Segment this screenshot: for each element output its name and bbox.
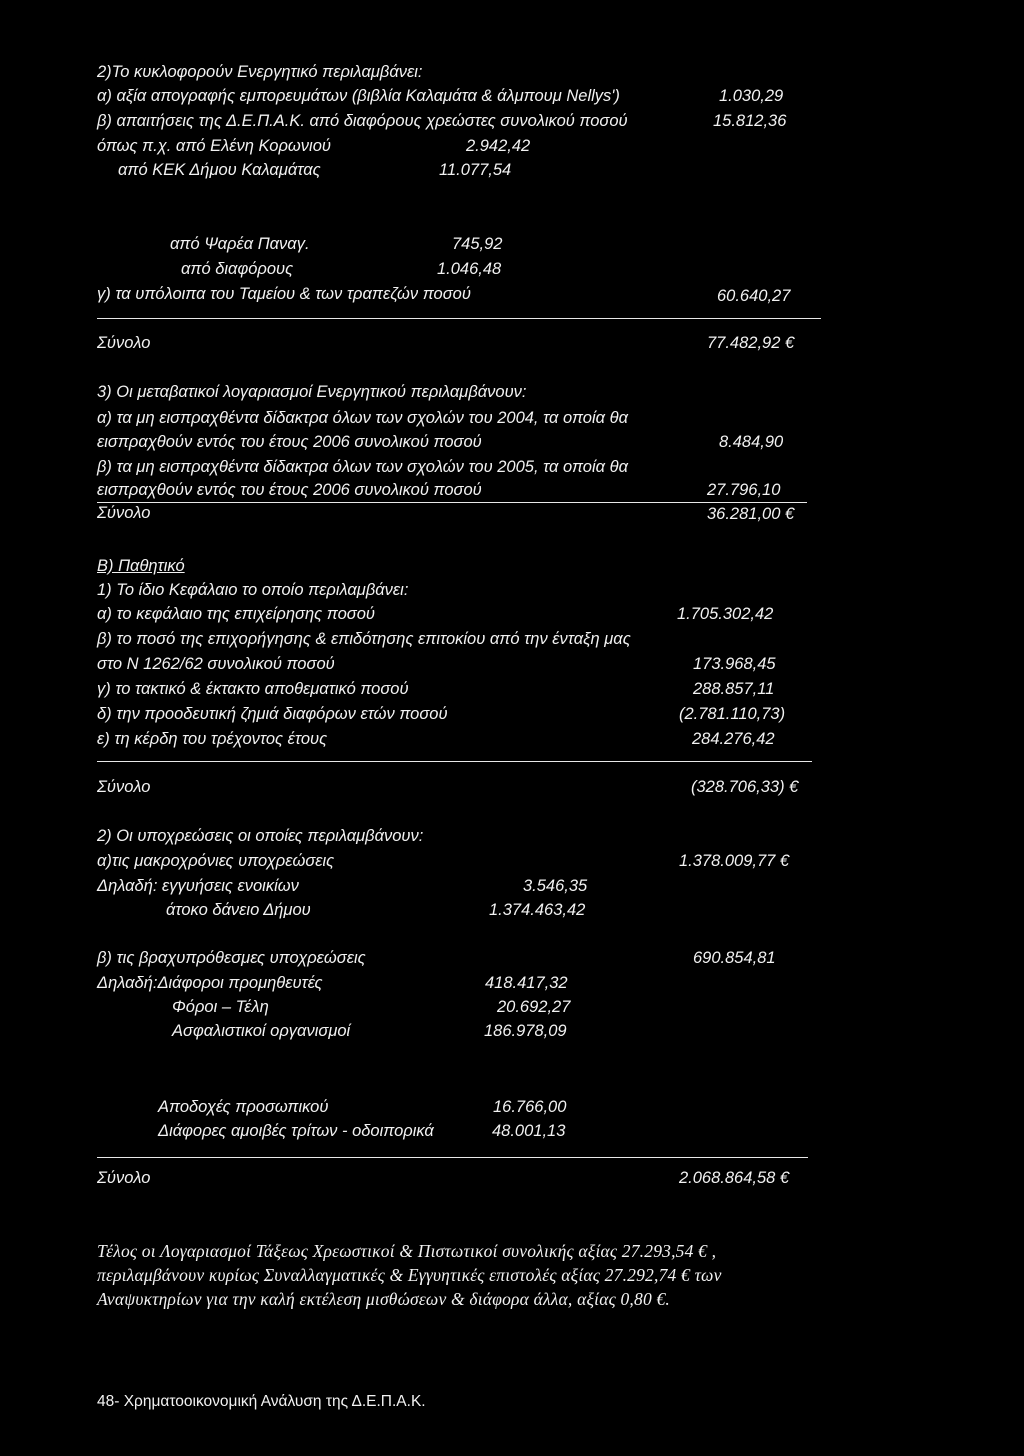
equity-title: 1) Το ίδιο Κεφάλαιο το οποίο περιλαμβάνει: xyxy=(97,581,409,599)
capital-label: α) το κεφάλαιο της επιχείρησης ποσού xyxy=(97,605,375,623)
reserves-label: γ) το τακτικό & έκτακτο αποθεματικό ποσού xyxy=(97,680,409,698)
receivables-label: β) απαιτήσεις της Δ.Ε.Π.Α.Κ. από διαφόρους χρεώστες συνολικού ποσού xyxy=(97,112,628,130)
receivable-psarea-label: από Ψαρέα Παναγ. xyxy=(170,235,310,253)
receivable-psarea-value: 745,92 xyxy=(452,235,503,253)
accumulated-loss-label: δ) την προοδευτική ζημιά διαφόρων ετών ποσού xyxy=(97,705,448,723)
divider xyxy=(97,761,812,762)
insurance-orgs-value: 186.978,09 xyxy=(484,1022,567,1040)
third-party-fees-value: 48.001,13 xyxy=(492,1122,566,1140)
insurance-orgs-label: Ασφαλιστικοί οργανισμοί xyxy=(172,1022,351,1040)
inventory-value: 1.030,29 xyxy=(719,87,784,105)
section-current-assets-title: 2)Το κυκλοφορούν Ενεργητικό περιλαμβάνει: xyxy=(97,63,423,81)
liabilities-total-value: 2.068.864,58 € xyxy=(679,1169,790,1187)
liabilities-total-label: Σύνολο xyxy=(97,1169,151,1187)
transitory-2005-line2: εισπραχθούν εντός του έτους 2006 συνολικού ποσού xyxy=(97,481,482,499)
divider xyxy=(97,502,807,503)
receivable-korwniou-value: 2.942,42 xyxy=(466,137,531,155)
staff-salaries-value: 16.766,00 xyxy=(493,1098,567,1116)
liabilities-heading: Β) Παθητικό xyxy=(97,557,185,575)
current-assets-total-label: Σύνολο xyxy=(97,334,151,352)
receivable-various-label: από διαφόρους xyxy=(181,260,294,278)
reserves-value: 288.857,11 xyxy=(693,680,775,698)
cash-banks-label: γ) τα υπόλοιπα του Ταμείου & των τραπεζών ποσού xyxy=(97,285,471,303)
interest-free-loan-label: άτοκο δάνειο Δήμου xyxy=(166,901,311,919)
transitory-2004-line1: α) τα μη εισπραχθέντα δίδακτρα όλων των σχολών του 2004, τα οποία θα xyxy=(97,409,628,427)
taxes-label: Φόροι – Τέλη xyxy=(172,998,269,1016)
long-term-value: 1.378.009,77 € xyxy=(679,852,790,870)
transitory-total-value: 36.281,00 € xyxy=(707,505,795,523)
receivable-kek-value: 11.077,54 xyxy=(439,161,512,179)
transitory-total-label: Σύνολο xyxy=(97,504,151,522)
note-line-1: Τέλος οι Λογαριασμοί Τάξεως Χρεωστικοί & Πιστωτικοί συνολικής αξίας 27.293,54 € , xyxy=(97,1241,717,1261)
divider xyxy=(97,318,821,319)
taxes-value: 20.692,27 xyxy=(497,998,571,1016)
liabilities-title: 2) Οι υποχρεώσεις οι οποίες περιλαμβάνουν: xyxy=(97,827,424,845)
transitory-2004-value: 8.484,90 xyxy=(719,433,784,451)
subsidy-line1: β) το ποσό της επιχορήγησης & επιδότησης επιτοκίου από την ένταξη μας xyxy=(97,630,631,648)
transitory-2004-line2: εισπραχθούν εντός του έτους 2006 συνολικού ποσού xyxy=(97,433,482,451)
receivables-value: 15.812,36 xyxy=(713,112,787,130)
subsidy-line2: στο Ν 1262/62 συνολικού ποσού xyxy=(97,655,335,673)
receivable-various-value: 1.046,48 xyxy=(437,260,502,278)
rent-guarantees-label: Δηλαδή: εγγυήσεις ενοικίων xyxy=(97,877,299,895)
cash-banks-value: 60.640,27 xyxy=(717,287,791,305)
inventory-label: α) αξία απογραφής εμπορευμάτων (βιβλία Καλαμάτα & άλμπουμ Nellys') xyxy=(97,87,620,105)
accumulated-loss-value: (2.781.110,73) xyxy=(679,705,786,723)
interest-free-loan-value: 1.374.463,42 xyxy=(489,901,586,919)
staff-salaries-label: Αποδοχές προσωπικού xyxy=(158,1098,329,1116)
receivable-kek-label: από ΚΕΚ Δήμου Καλαμάτας xyxy=(118,161,321,179)
subsidy-value: 173.968,45 xyxy=(693,655,776,673)
equity-total-value: (328.706,33) € xyxy=(691,778,799,796)
receivable-korwniou-label: όπως π.χ. από Ελένη Κορωνιού xyxy=(97,137,331,155)
current-profit-label: ε) τη κέρδη του τρέχοντος έτους xyxy=(97,730,328,748)
current-profit-value: 284.276,42 xyxy=(692,730,775,748)
capital-value: 1.705.302,42 xyxy=(677,605,774,623)
long-term-label: α)τις μακροχρόνιες υποχρεώσεις xyxy=(97,852,335,870)
page-footer: 48- Χρηματοοικονομική Ανάλυση της Δ.Ε.Π.Α.Κ. xyxy=(97,1393,426,1410)
section-transitory-title: 3) Οι μεταβατικοί λογαριασμοί Ενεργητικού περιλαμβάνουν: xyxy=(97,383,527,401)
equity-total-label: Σύνολο xyxy=(97,778,151,796)
current-assets-total-value: 77.482,92 € xyxy=(707,334,795,352)
transitory-2005-line1: β) τα μη εισπραχθέντα δίδακτρα όλων των σχολών του 2005, τα οποία θα xyxy=(97,458,629,476)
suppliers-label: Δηλαδή:Διάφοροι προμηθευτές xyxy=(97,974,323,992)
third-party-fees-label: Διάφορες αμοιβές τρίτων - οδοιπορικά xyxy=(158,1122,434,1140)
rent-guarantees-value: 3.546,35 xyxy=(523,877,588,895)
transitory-2005-value: 27.796,10 xyxy=(707,481,781,499)
suppliers-value: 418.417,32 xyxy=(485,974,568,992)
note-line-3: Αναψυκτηρίων για την καλή εκτέλεση μισθώσεων & διάφορα άλλα, αξίας 0,80 €. xyxy=(97,1289,671,1309)
short-term-value: 690.854,81 xyxy=(693,949,776,967)
note-line-2: περιλαμβάνουν κυρίως Συναλλαγματικές & Εγγυητικές επιστολές αξίας 27.292,74 € των xyxy=(97,1265,722,1285)
divider xyxy=(97,1157,808,1158)
short-term-label: β) τις βραχυπρόθεσμες υποχρεώσεις xyxy=(97,949,366,967)
